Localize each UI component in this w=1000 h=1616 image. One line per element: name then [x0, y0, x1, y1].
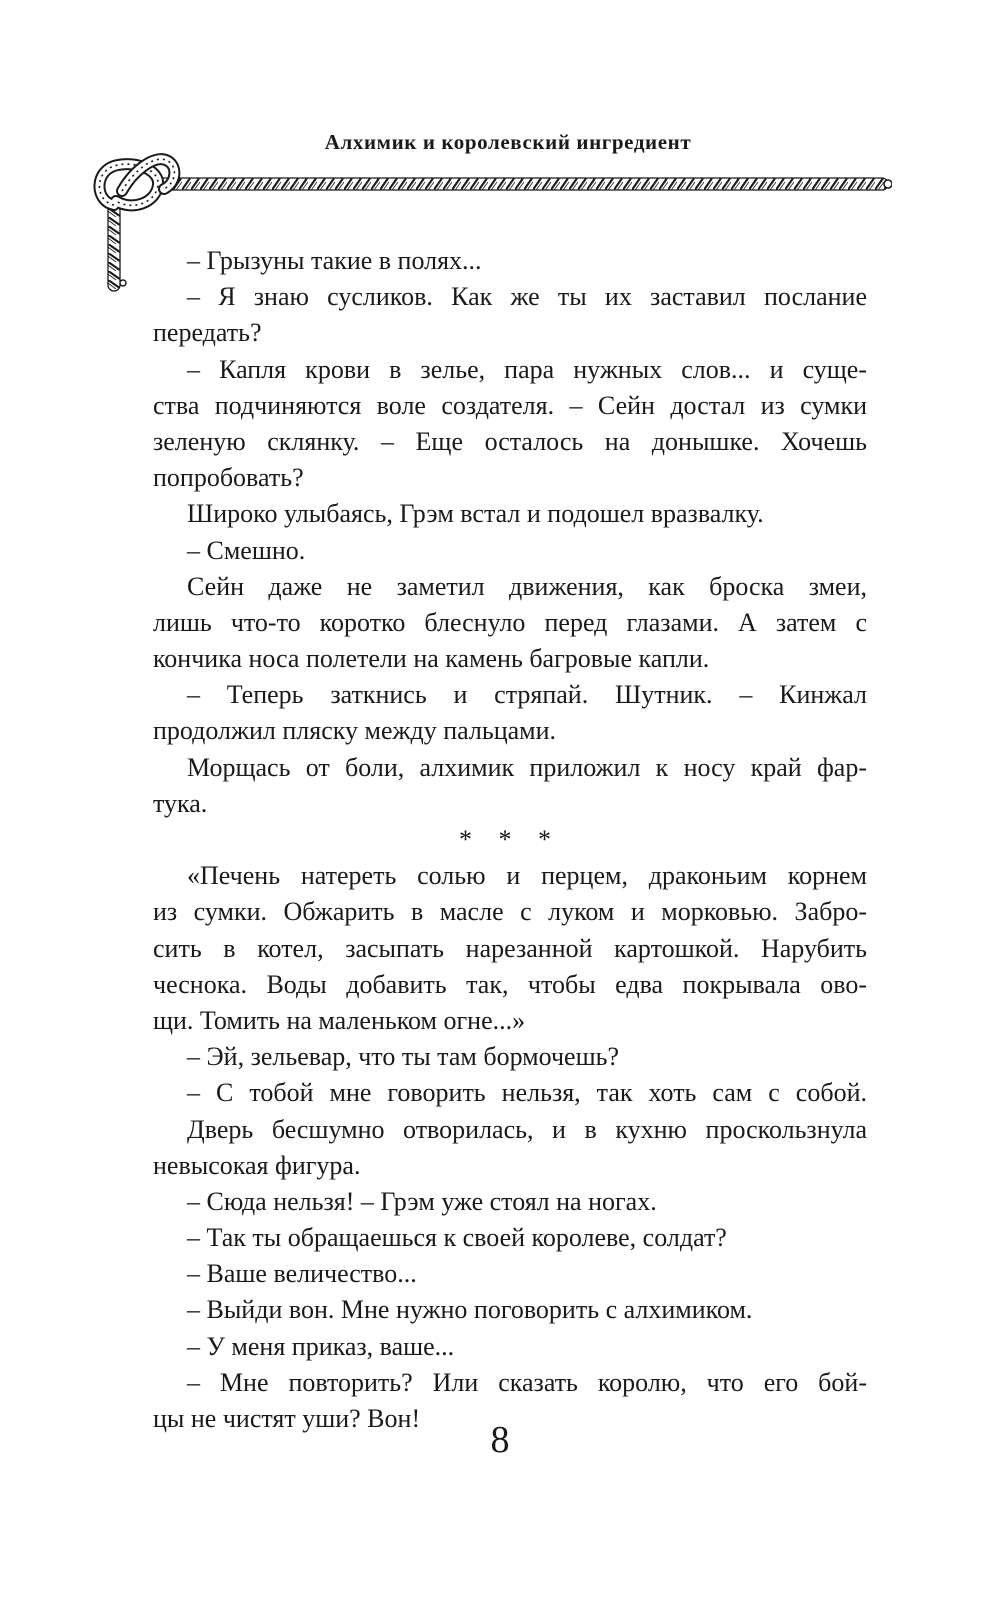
text-line: чеснока. Воды добавить так, чтобы едва покрывала ово- [153, 969, 867, 999]
text-line: – У меня приказ, ваше... [187, 1331, 455, 1361]
text-line: – Мне повторить? Или сказать королю, что его бой- [187, 1367, 867, 1397]
text-line: щи. Томить на маленьком огне...» [153, 1005, 526, 1035]
text-line: Широко улыбаясь, Грэм встал и подошел вразвалку. [187, 499, 764, 529]
text-line: лишь что-то коротко блеснуло перед глазами. А затем с [153, 607, 867, 637]
text-line: Дверь бесшумно отворилась, и в кухню проскользнула [187, 1114, 867, 1144]
text-line: зеленую склянку. – Еще осталось на донышке. Хочешь [153, 426, 867, 456]
text-line: – Капля крови в зелье, пара нужных слов... и суще- [187, 354, 867, 384]
text-line: тука. [153, 788, 208, 818]
rope-horizontal [154, 178, 888, 190]
text-line: – Теперь заткнись и стряпай. Шутник. – Кинжал [187, 680, 867, 710]
text-line: – Выйди вон. Мне нужно поговорить с алхимиком. [187, 1295, 753, 1325]
text-line: – Смешно. [187, 535, 306, 565]
scene-break: * * * [459, 825, 561, 854]
text-line: цы не чистят уши? Вон! [153, 1404, 421, 1433]
running-header-title: Алхимик и королевский ингредиент [324, 130, 692, 154]
text-line: кончика носа полетели на камень багровые капли. [153, 644, 710, 674]
rope-end [884, 180, 892, 188]
text-line: – С тобой мне говорить нельзя, так хоть сам с собой. [187, 1078, 867, 1108]
text-line: – Сюда нельзя! – Грэм уже стоял на ногах. [187, 1186, 657, 1216]
text-line: сить в котел, засыпать нарезанной картошкой. Нарубить [153, 933, 867, 963]
rope-tail [120, 280, 126, 286]
text-line: – Так ты обращаешься к своей королеве, солдат? [187, 1223, 727, 1253]
page-number: 8 [490, 1419, 510, 1461]
text-line: – Грызуны такие в полях... [187, 246, 482, 275]
text-line: Морщась от боли, алхимик приложил к носу край фар- [187, 752, 867, 782]
text-body [153, 243, 867, 1437]
text-line: – Ваше величество... [187, 1259, 417, 1289]
text-line: «Печень натереть солью и перцем, драконьим корнем [187, 861, 867, 891]
text-line: – Я знаю сусликов. Как же ты их заставил послание [187, 282, 867, 312]
text-line: передать? [153, 318, 262, 348]
text-line: из сумки. Обжарить в масле с луком и морковью. Забро- [153, 897, 867, 927]
text-line: Сейн даже не заметил движения, как броска змеи, [187, 571, 867, 601]
rope-vertical [108, 205, 120, 291]
text-line: невысокая фигура. [153, 1150, 361, 1180]
text-line: – Эй, зельевар, что ты там бормочешь? [187, 1042, 619, 1072]
text-line: попробовать? [153, 463, 304, 493]
text-line: продолжил пляску между пальцами. [153, 716, 557, 746]
text-line: ства подчиняются воле создателя. – Сейн достал из сумки [153, 390, 867, 420]
rope-knot [99, 159, 174, 205]
